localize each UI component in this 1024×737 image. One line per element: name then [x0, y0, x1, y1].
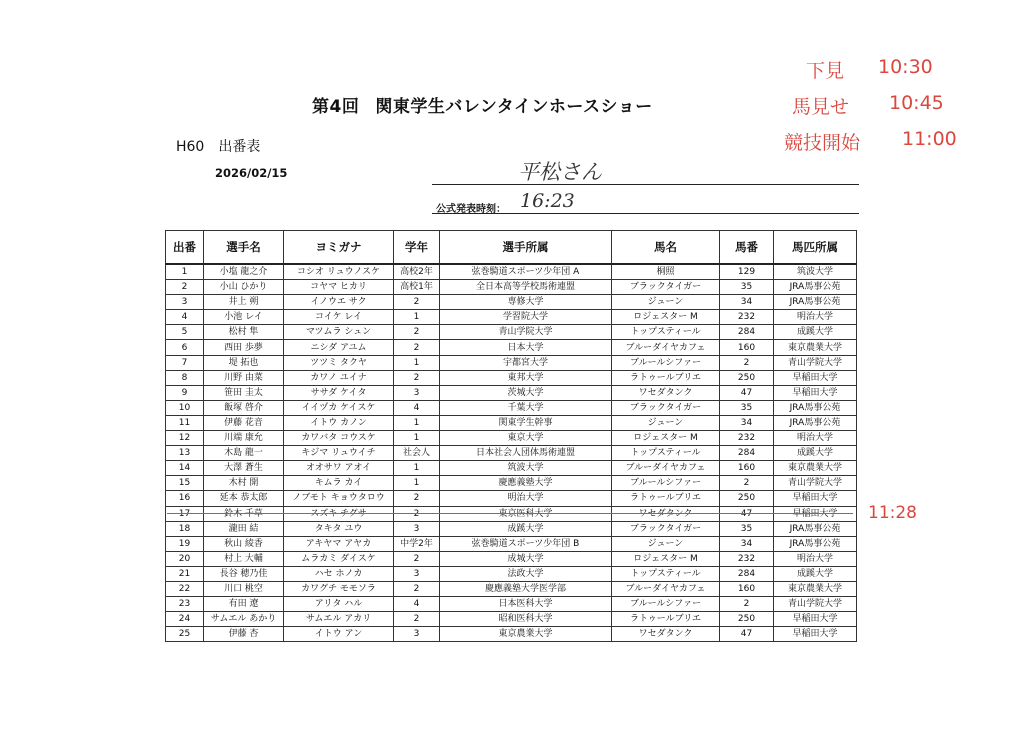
cell-order: 18: [166, 521, 204, 536]
cell-order: 13: [166, 446, 204, 461]
cell-horse-number: 35: [720, 400, 774, 415]
cell-horse-owner: 青山学院大学: [774, 476, 857, 491]
cell-order: 21: [166, 566, 204, 581]
table-row: [166, 325, 857, 340]
cell-reading: スズキ チグサ: [284, 506, 394, 521]
cell-affiliation: 日本大学: [440, 340, 612, 355]
cell-horse-owner: JRA馬事公苑: [774, 415, 857, 430]
schedule-time: 10:45: [889, 92, 944, 114]
cell-grade: 高校2年: [394, 264, 440, 280]
cell-horse: ブルーダイヤカフェ: [612, 340, 720, 355]
cell-horse-number: 34: [720, 415, 774, 430]
cell-reading: コヤマ ヒカリ: [284, 280, 394, 295]
cell-rider: 井上 朔: [204, 295, 284, 310]
cell-grade: 2: [394, 325, 440, 340]
table-row: [166, 431, 857, 446]
cell-affiliation: 専修大学: [440, 295, 612, 310]
col-header-affiliation: 選手所属: [440, 231, 612, 265]
table-row: [166, 521, 857, 536]
cell-horse-owner: 成蹊大学: [774, 325, 857, 340]
table-row: [166, 627, 857, 642]
cell-order: 15: [166, 476, 204, 491]
cell-rider: 堤 拓也: [204, 355, 284, 370]
table-row: [166, 400, 857, 415]
cell-order: 5: [166, 325, 204, 340]
cell-grade: 1: [394, 431, 440, 446]
cell-horse-owner: 青山学院大学: [774, 597, 857, 612]
cell-horse-owner: 早稲田大学: [774, 385, 857, 400]
cell-order: 24: [166, 612, 204, 627]
cell-rider: 大澤 蒼生: [204, 461, 284, 476]
cell-rider: 木村 開: [204, 476, 284, 491]
cell-order: 12: [166, 431, 204, 446]
cell-horse-number: 284: [720, 446, 774, 461]
cell-order: 16: [166, 491, 204, 506]
cell-rider: 松村 隼: [204, 325, 284, 340]
cell-grade: 2: [394, 612, 440, 627]
start-order-table: [165, 230, 857, 642]
cell-reading: ササダ ケイタ: [284, 385, 394, 400]
cell-order: 23: [166, 597, 204, 612]
cell-horse-number: 284: [720, 325, 774, 340]
cell-grade: 3: [394, 627, 440, 642]
cell-rider: 西田 歩夢: [204, 340, 284, 355]
cell-affiliation: 筑波大学: [440, 461, 612, 476]
cell-rider: 長谷 穂乃佳: [204, 566, 284, 581]
schedule-label: 競技開始: [784, 132, 861, 154]
cell-horse-number: 2: [720, 597, 774, 612]
event-title: [312, 92, 653, 117]
cell-reading: イトウ カノン: [284, 415, 394, 430]
cell-horse: ブルーダイヤカフェ: [612, 461, 720, 476]
cell-grade: 1: [394, 415, 440, 430]
table-row: [166, 551, 857, 566]
cell-order: 25: [166, 627, 204, 642]
cell-horse-owner: 明治大学: [774, 431, 857, 446]
cell-reading: ニシダ アユム: [284, 340, 394, 355]
table-row: [166, 566, 857, 581]
cell-grade: 1: [394, 355, 440, 370]
cell-affiliation: 学習院大学: [440, 310, 612, 325]
cell-horse: ロジェスター M: [612, 431, 720, 446]
cell-grade: 2: [394, 370, 440, 385]
cell-reading: ムラカミ ダイスケ: [284, 551, 394, 566]
cell-horse: ワセダタンク: [612, 385, 720, 400]
cell-reading: オオサワ アオイ: [284, 461, 394, 476]
cell-horse-number: 232: [720, 310, 774, 325]
cell-grade: 4: [394, 597, 440, 612]
cell-horse-number: 35: [720, 521, 774, 536]
cell-rider: 瀧田 結: [204, 521, 284, 536]
cell-order: 1: [166, 264, 204, 280]
cell-horse-owner: 早稲田大学: [774, 612, 857, 627]
cell-horse: ジューン: [612, 295, 720, 310]
cell-horse-number: 250: [720, 612, 774, 627]
cell-reading: コイケ レイ: [284, 310, 394, 325]
cell-reading: サムエル アカリ: [284, 612, 394, 627]
table-row: [166, 476, 857, 491]
cell-rider: 小池 レイ: [204, 310, 284, 325]
cell-horse-owner: 明治大学: [774, 551, 857, 566]
cell-rider: 川野 由菜: [204, 370, 284, 385]
cell-horse-number: 160: [720, 461, 774, 476]
cell-order: 3: [166, 295, 204, 310]
table-row: [166, 491, 857, 506]
handwritten-name: 平松さん: [518, 160, 602, 184]
schedule-label: 下見: [806, 60, 845, 82]
cell-horse-owner: JRA馬事公苑: [774, 521, 857, 536]
cell-horse: ブルールシファー: [612, 355, 720, 370]
col-header-reading: ヨミガナ: [284, 231, 394, 265]
table-row: [166, 415, 857, 430]
cell-horse: ラトゥールブリエ: [612, 491, 720, 506]
cell-horse-owner: 早稲田大学: [774, 627, 857, 642]
signature-line: [432, 184, 859, 185]
table-header-row: [166, 231, 857, 265]
cell-rider: 有田 遼: [204, 597, 284, 612]
cell-horse: ラトゥールブリエ: [612, 370, 720, 385]
cell-order: 8: [166, 370, 204, 385]
cell-horse-owner: 東京農業大学: [774, 461, 857, 476]
cell-grade: 中学2年: [394, 536, 440, 551]
cell-horse-owner: 東京農業大学: [774, 581, 857, 596]
cell-horse: ブラックタイガー: [612, 400, 720, 415]
class-title: 出番表: [218, 139, 261, 155]
cell-reading: マツムラ シュン: [284, 325, 394, 340]
cell-reading: ツツミ タクヤ: [284, 355, 394, 370]
cell-horse-number: 34: [720, 536, 774, 551]
cell-reading: イイヅカ ケイスケ: [284, 400, 394, 415]
schedule-label: 馬見せ: [792, 96, 850, 118]
table-row: [166, 264, 857, 280]
cell-rider: 木島 龍一: [204, 446, 284, 461]
cell-horse-owner: 青山学院大学: [774, 355, 857, 370]
cell-affiliation: 東京医科大学: [440, 506, 612, 521]
cell-horse-owner: JRA馬事公苑: [774, 295, 857, 310]
cell-horse-number: 232: [720, 431, 774, 446]
cell-affiliation: 茨城大学: [440, 385, 612, 400]
cell-horse-number: 232: [720, 551, 774, 566]
cell-order: 9: [166, 385, 204, 400]
cell-affiliation: 東邦大学: [440, 370, 612, 385]
cell-horse: ワセダタンク: [612, 627, 720, 642]
cell-horse-number: 129: [720, 264, 774, 280]
cell-horse: ジューン: [612, 536, 720, 551]
cell-horse: ジューン: [612, 415, 720, 430]
cell-reading: カワノ ユイナ: [284, 370, 394, 385]
cell-horse-number: 47: [720, 627, 774, 642]
schedule-time: 10:30: [878, 56, 933, 78]
col-header-horse-number: 馬番: [720, 231, 774, 265]
cell-affiliation: 成城大学: [440, 551, 612, 566]
table-row: [166, 370, 857, 385]
cell-horse-owner: 東京農業大学: [774, 340, 857, 355]
cell-grade: 2: [394, 295, 440, 310]
table-row: [166, 280, 857, 295]
cell-rider: 秋山 綾香: [204, 536, 284, 551]
cell-horse: トップスティール: [612, 446, 720, 461]
cutoff-line: [167, 513, 853, 514]
cell-grade: 1: [394, 310, 440, 325]
cell-affiliation: 弦巻騎道スポーツ少年団 A: [440, 264, 612, 280]
table-row: [166, 536, 857, 551]
col-header-order: 出番: [166, 231, 204, 265]
cell-order: 19: [166, 536, 204, 551]
cell-horse-owner: 筑波大学: [774, 264, 857, 280]
table-row: [166, 355, 857, 370]
event-name: 関東学生バレンタインホースショー: [375, 97, 653, 117]
cell-affiliation: 成蹊大学: [440, 521, 612, 536]
cell-rider: 笹田 圭太: [204, 385, 284, 400]
cell-horse: トップスティール: [612, 325, 720, 340]
cell-rider: 村上 大輔: [204, 551, 284, 566]
cell-horse-number: 250: [720, 370, 774, 385]
cell-grade: 高校1年: [394, 280, 440, 295]
cell-horse-number: 2: [720, 476, 774, 491]
table-row: [166, 612, 857, 627]
cell-affiliation: 東京農業大学: [440, 627, 612, 642]
official-time-line: [432, 213, 859, 214]
cell-rider: 伊藤 杏: [204, 627, 284, 642]
cell-order: 17: [166, 506, 204, 521]
table-row: [166, 461, 857, 476]
cell-reading: キジマ リュウイチ: [284, 446, 394, 461]
cell-rider: 飯塚 啓介: [204, 400, 284, 415]
cell-horse-number: 284: [720, 566, 774, 581]
cell-grade: 2: [394, 551, 440, 566]
cell-affiliation: 全日本高等学校馬術連盟: [440, 280, 612, 295]
official-time-label: 公式発表時刻：: [436, 204, 506, 215]
cell-reading: タキタ ユウ: [284, 521, 394, 536]
cell-grade: 社会人: [394, 446, 440, 461]
col-header-horse-owner: 馬匹所属: [774, 231, 857, 265]
cell-horse-number: 47: [720, 506, 774, 521]
cell-horse-number: 34: [720, 295, 774, 310]
cell-rider: 小塩 龍之介: [204, 264, 284, 280]
cell-affiliation: 慶應義塾大学: [440, 476, 612, 491]
cell-horse-number: 160: [720, 340, 774, 355]
handwritten-time: 16:23: [520, 190, 575, 212]
cell-horse-owner: 成蹊大学: [774, 446, 857, 461]
table-row: [166, 597, 857, 612]
cell-rider: 川口 桃空: [204, 581, 284, 596]
cell-horse-owner: 早稲田大学: [774, 491, 857, 506]
cell-rider: 鈴木 千草: [204, 506, 284, 521]
cell-rider: サムエル あかり: [204, 612, 284, 627]
cell-reading: アリタ ハル: [284, 597, 394, 612]
cell-grade: 3: [394, 521, 440, 536]
cell-grade: 2: [394, 506, 440, 521]
cell-affiliation: 明治大学: [440, 491, 612, 506]
cell-order: 10: [166, 400, 204, 415]
cell-horse-number: 47: [720, 385, 774, 400]
cell-reading: イトウ アン: [284, 627, 394, 642]
schedule-time: 11:00: [902, 128, 957, 150]
cell-affiliation: 青山学院大学: [440, 325, 612, 340]
cell-order: 11: [166, 415, 204, 430]
cell-horse-owner: JRA馬事公苑: [774, 536, 857, 551]
cell-affiliation: 法政大学: [440, 566, 612, 581]
cell-horse: ブルーダイヤカフェ: [612, 581, 720, 596]
event-date: 2026/02/15: [215, 166, 288, 180]
cell-grade: 2: [394, 581, 440, 596]
cell-affiliation: 昭和医科大学: [440, 612, 612, 627]
col-header-grade: 学年: [394, 231, 440, 265]
cell-horse-owner: 明治大学: [774, 310, 857, 325]
cell-affiliation: 日本社会人団体馬術連盟: [440, 446, 612, 461]
cell-order: 7: [166, 355, 204, 370]
cell-order: 20: [166, 551, 204, 566]
col-header-horse: 馬名: [612, 231, 720, 265]
table-row: [166, 295, 857, 310]
col-header-rider: 選手名: [204, 231, 284, 265]
cell-horse: ブラックタイガー: [612, 280, 720, 295]
cell-reading: カワグチ モモソラ: [284, 581, 394, 596]
cell-horse: ブラックタイガー: [612, 521, 720, 536]
cell-reading: ハセ ホノカ: [284, 566, 394, 581]
cell-affiliation: 慶應義塾大学医学部: [440, 581, 612, 596]
cell-horse-number: 2: [720, 355, 774, 370]
cell-horse-number: 250: [720, 491, 774, 506]
cell-grade: 4: [394, 400, 440, 415]
cell-rider: 小山 ひかり: [204, 280, 284, 295]
cell-affiliation: 東京大学: [440, 431, 612, 446]
cell-grade: 3: [394, 385, 440, 400]
class-code: H60: [176, 139, 205, 155]
cell-horse: ブルールシファー: [612, 597, 720, 612]
table-row: [166, 581, 857, 596]
cell-horse: ロジェスター M: [612, 551, 720, 566]
cell-order: 14: [166, 461, 204, 476]
cell-order: 22: [166, 581, 204, 596]
cell-horse: ラトゥールブリエ: [612, 612, 720, 627]
cell-rider: 川端 康允: [204, 431, 284, 446]
cell-grade: 2: [394, 491, 440, 506]
table-row: [166, 340, 857, 355]
cell-horse-owner: 成蹊大学: [774, 566, 857, 581]
cell-affiliation: 関東学生幹事: [440, 415, 612, 430]
cell-order: 2: [166, 280, 204, 295]
cell-horse-owner: JRA馬事公苑: [774, 280, 857, 295]
table-row: [166, 310, 857, 325]
cell-grade: 1: [394, 476, 440, 491]
cell-horse-number: 35: [720, 280, 774, 295]
cell-reading: カワバタ コウスケ: [284, 431, 394, 446]
cell-horse-owner: 早稲田大学: [774, 370, 857, 385]
cell-rider: 伊藤 花音: [204, 415, 284, 430]
cell-affiliation: 日本医科大学: [440, 597, 612, 612]
cell-horse: ロジェスター M: [612, 310, 720, 325]
cell-horse-number: 160: [720, 581, 774, 596]
cutoff-time: 11:28: [868, 503, 917, 523]
event-edition: 第4回: [312, 97, 360, 117]
cell-horse-owner: 早稲田大学: [774, 506, 857, 521]
cell-grade: 2: [394, 340, 440, 355]
table-row: [166, 385, 857, 400]
cell-reading: ノブモト キョウタロウ: [284, 491, 394, 506]
cell-reading: キムラ カイ: [284, 476, 394, 491]
cell-affiliation: 弦巻騎道スポーツ少年団 B: [440, 536, 612, 551]
cell-rider: 延本 恭太郎: [204, 491, 284, 506]
cell-horse: 桐照: [612, 264, 720, 280]
cell-horse: トップスティール: [612, 566, 720, 581]
cell-horse: ブルールシファー: [612, 476, 720, 491]
cell-grade: 3: [394, 566, 440, 581]
table-row: [166, 446, 857, 461]
cell-horse-owner: JRA馬事公苑: [774, 400, 857, 415]
table-body: [166, 264, 857, 642]
cell-order: 4: [166, 310, 204, 325]
cell-horse: ワセダタンク: [612, 506, 720, 521]
cell-order: 6: [166, 340, 204, 355]
cell-affiliation: 千葉大学: [440, 400, 612, 415]
cell-reading: イノウエ サク: [284, 295, 394, 310]
cell-reading: コシオ リュウノスケ: [284, 264, 394, 280]
cell-grade: 1: [394, 461, 440, 476]
cell-reading: アキヤマ アヤカ: [284, 536, 394, 551]
class-heading: [176, 136, 260, 156]
cell-affiliation: 宇都宮大学: [440, 355, 612, 370]
